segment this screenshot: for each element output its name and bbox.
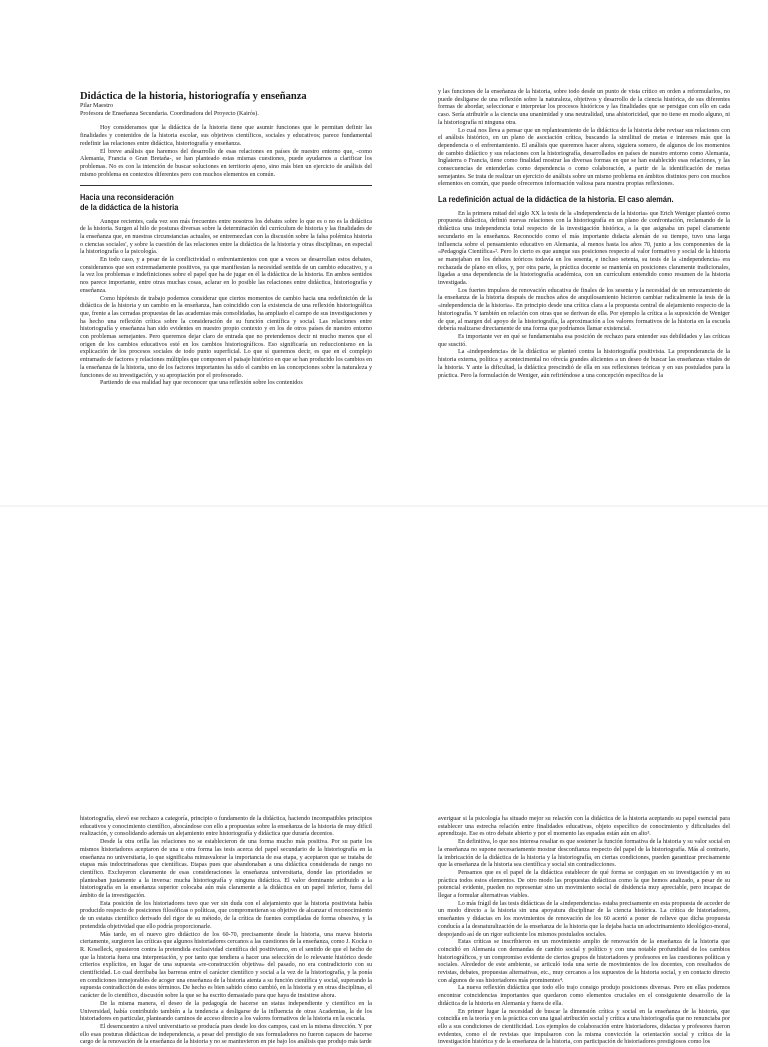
page-separator [0,505,768,507]
paragraph: Desde la otra orilla las relaciones no se establecieron de una forma mucho más positiva. Por su parte los mismos historiadores aceptaron de una u otra forma las tesis acerca del papel secundario de la historiografía en la enseñanza no universitaria, lo que significaba minusvalorar la importancia de esa etapa, y aceptaron que se trataba de etapas más indoctrinadoras que científicas. Etapas pues que abandonaban a una didáctica considerada de rango no científico. Excluyeron claramente de esas consideraciones la enseñanza universitaria, donde las prioridades se planteaban justamente a la inversa: mucha historiografía y ninguna didáctica. El valor dominante atribuido a la historiografía en la enseñanza superior colocaba aún más claramente a la didáctica en un papel inferior, fuera del ámbito de la investigación. [80,839,372,900]
paragraph: Como hipótesis de trabajo podemos considerar que ciertos momentos de cambio hacia una redefinición de la didáctica de la historia y un cambio en la enseñanza, han coincidido con la existencia de una reflexión historiográfica que, frente a las cerradas propuestas de las academias más consolidadas, ha ampliado el campo de sus investigaciones y ha hecho una reflexión crítica sobre la consideración de su función científica y social. Las relaciones entre historiografía y enseñanza han sido evidentes en nuestro propio contexto y en los de otros países de nuestro entorno con problemas semejantes. Pero queremos dejar claro de entrada que no pretendemos decir ni mucho menos que el origen de los cambios educativos esté en los cambios historiográficos. Eso significaría un reduccionismo en la explicación de los procesos sociales de todo punto superficial. Lo que sí queremos decir, es que en el complejo entramado de factores y relaciones múltiples que componen el paisaje histórico en que se han producido los cambios en la enseñanza de la historia, uno de los factores importantes ha sido el cambio en las concepciones sobre la naturaleza y funciones de su investigación, y su apropiación por el profesorado. [80,295,372,379]
author-block [80,103,372,118]
page-1-left-column [80,90,372,388]
paragraph: Esta posición de los historiadores tuvo que ver sin duda con el alejamiento que la historia positivista había producido respecto de posiciones filosóficas o políticas, que comprometieran su objetivo de alcanzar el reconocimiento de un estatus científico derivado del rigor de su método, de la crítica de fuentes compiladas de forma obsesiva, y la pretendida objetividad que ello podría proporcionarle. [80,900,372,930]
paragraph: Es importante ver en qué se fundamentaba esa posición de rechazo para entender sus debilidades y las críticas que suscitó. [438,333,730,348]
paragraph: De la misma manera, el deseo de la pedagogía de hacerse un status independiente y científico en la Universidad, había contribuido también a la tendencia a desligarse de la influencia de otras Academias, la de los historiadores en particular, planteando caminos de acceso directo a los valores formativos de la historia en la escuela. [80,1000,372,1023]
paragraph: En todo caso, y a pesar de la conflictividad o enfrentamientos con que a veces se desarrollan estos debates, consideramos que son extremadamente positivos, ya que manifiestan la necesidad sentida de un cambio educativo, y a la vez los problemas e indefiniciones sobre el papel que ha de jugar en él la didáctica de la historia. En ambos sentidos nos parece importante, entre otras muchas cosas, aclarar en lo posible las relaciones entre didáctica, historiografía y enseñanza. [80,257,372,294]
page-1-right-column [438,89,730,380]
paragraph: averiguar si la psicología ha situado mejor su relación con la didáctica de la historia aceptando su papel esencial para establecer una estrecha relación entre finalidades educativas, objeto específico de conocimiento y dificultades del aprendizaje. Ese es otro debate abierto y por el momento las espadas están aún en alto³. [438,816,730,838]
paragraph: Hoy consideramos que la didáctica de la historia tiene que asumir funciones que le permitan definir las finalidades y contenidos de la historia escolar, sus objetivos científicos, sociales y educativos; parece fundamental redefinir las relaciones entre didáctica, historiografía y enseñanza. [80,125,372,147]
paragraph: La «independencia» de la didáctica se planteó contra la historiografía positivista. La preponderancia de la historia externa, política y acontecimental no ofrecía grandes alicientes a un deseo de buscar las enseñanzas vitales de la historia. Y ante la dificultad, la didáctica prescindió de ella en sus reflexiones teóricas y en sus postulados para la práctica. Pero la formulación de Weniger, aún refiriéndose a una concepción específica de la [438,349,730,379]
paragraph: Partiendo de esa realidad hay que reconocer que una reflexión sobre los contenidos [100,380,303,387]
page-2 [0,512,768,1046]
paragraph: En la primera mitad del siglo XX la tesis de la «Independencia de la historia» que Erich Weniger planteó como propuesta didáctica, definió nuevas relaciones con la historiografía en un plano de confrontación, reclamando de la didáctica una independencia total respecto de la investigación histórica, a la que asignaba un papel claramente secundario en la enseñanza. Reconocido como el más importante didacta alemán de su tiempo, tuvo una larga influencia sobre el pensamiento educativo en Alemania, al menos hasta los años 70, junto a los componentes de la «Pedagogía Científica»². Pero lo cierto es que aunque sus posiciones respecto al valor formativo y social de la historia se manejaban en los debates teóricos todavía en los sesenta, e incluso setenta, su tesis de la «independencia» era rechazada de plano en ellos, y, por otra parte, la práctica docente se mantenía en posiciones claramente tradicionales, ligadas a una dependencia de la historiografía académica, con un currículum entendido como resumen de la historia investigada. [438,210,730,287]
paragraph: y las funciones de la enseñanza de la historia, sobre todo desde un punto de vista crítico en orden a reformularlos, no puede desligarse de una reflexión sobre la naturaleza, objetivos y desarrollo de la ciencia histórica, de sus diferentes formas de abordar, seleccionar e interpretar los procesos históricos y las finalidades que se persigue con ello en cada caso. Sería atribuirle a la ciencia una unanimidad y una neutralidad, una ahistoricidad, que no tiene en modo alguno, ni la historiografía ni ninguna otra. [438,89,730,126]
page-2-right-column [438,816,730,1047]
paragraph: Aunque recientes, cada vez son más frecuentes entre nosotros los debates sobre lo que es o no es la didáctica de la historia. Surgen al hilo de posturas diversas sobre la determinación del currículum de historia y las finalidades de la enseñanza que, en nuestras circunstancias actuales, se entremezclan con la discusión sobre la falsa polémica historia o ciencias sociales', y sobre la cuestión de las relaciones entre la didáctica de la historia y otras disciplinas, en especial la historiografía o la psicología. [80,218,372,256]
section-heading-2: La redefinición actual de la didáctica de la historia. El caso alemán. [438,194,674,205]
author-name: Pilar Maestro [80,103,114,109]
paragraph: Pensamos que es el papel de la didáctica establecer de qué forma se conjugan en su investigación y en su práctica todos estos elementos. De otro modo las propuestas didácticas como la que hemos analizado, a pesar de su potencial evidente, pueden no representar sino un movimiento social de disidencia muy apreciable, pero incapaz de llegar a formular alternativas viables. [438,869,730,900]
paragraph: En primer lugar la necesidad de buscar la dimensión crítica y social en la enseñanza de la historia, que coincidía en la teoría y en la práctica con una igual atribución social y crítica a una historiografía que no renunciaba por ello a sus condiciones de cientificidad. Los ejemplos de colaboración entre historiadores, didactas y profesores fueron evidentes, como el de revistas que impulsaron con la misma convicción la orientación social y crítica de la investigación histórica y de la enseñanza de la historia, con participación de historiadores prestigiosos como los [438,1008,730,1046]
paragraph: Estas críticas se inscribieron en un movimiento amplio de renovación de la enseñanza de la historia que coincidió en Alemania con demandas de cambio social y político y con una notable profundidad de los cambios historiográficos, y un compromiso evidente de ciertos grupos de historiadores y profesores en las cuestiones políticas y sociales. Alrededor de este ambiente, se articuló toda una serie de movimientos de los docentes, con resultados de revistas, debates, propuestas alternativas, etc., muy cercanos a los supuestos de la historia social, y en contacto directo con algunos de sus historiadores más prominentes⁴. [438,939,730,984]
article-title: Didáctica de la historia, historiografía y enseñanza [80,91,307,102]
paragraph: El breve análisis que haremos del desarrollo de esas relaciones en países de nuestro entorno que, -como Alemania, Francia o Gran Bretaña-, se han planteado estas mismas cuestiones, puede ayudarnos a clarificar los problemas. No es con la intención de buscar soluciones en territorio ajeno, sino más bien un ejercicio de análisis del mismo problema en contextos diferentes pero con muchos elementos en común. [80,148,372,178]
page-1 [0,0,768,512]
page-2-left-column [80,816,372,1047]
paragraph: Más tarde, en el nuevo giro didáctico de los 60-70, precisamente desde la historia, una nueva historia ciertamente, surgieron las críticas que algunos historiadores cercanos a las cuestiones de la enseñanza, como J. Kocka o R. Koselleck, opusieron contra la pretendida exclusividad científica del positivismo, en el sentido de que el hecho de que la historia fuera una interpretación, y por tanto que tendiera a hacer una selección de lo relevante histórico desde criterios explícitos, en lugar de una supuesta «re-construcción objetiva» del pasado, no era contradictorio con su cientificidad. Lo cual derribaba las barreras entre el carácter científico y social a la vez de la historiografía, y la ponía en condiciones inmejorables de acoger una enseñanza de la historia atenta a su función científica y social, superando la supuesta contradicción de estos términos. De hecho es bien sabido cómo cambió, en la historia y en otras disciplinas, el carácter de lo científico, discusión sobre la que se ha escrito demasiado para que haya de insistirse ahora. [80,931,372,1000]
paragraph: La nueva reflexión didáctica que todo ello trajo consigo produjo posiciones diversas. Pero en ellas podemos encontrar coincidencias importantes que quedaron como elementos cruciales en el consiguiente desarrollo de la didáctica de la historia en Alemania y fuera de ella. [438,985,730,1007]
section-heading-1 [80,193,337,212]
section-heading-line: de la didáctica de la historia [80,201,179,212]
paragraph: Los fuertes impulsos de renovación educativa de finales de los sesenta y la necesidad de un remozamiento de la enseñanza de la historia después de muchos años de anquilosamiento hicieron cambiar radicalmente la tesis de la «independencia de la historia». En principio desde una crítica clara a la propuesta central de alejamiento respecto de la historiografía. Y también en relación con otras que se derivan de ella. Por ejemplo la crítica a la suposición de Weniger de que, al margen del apoyo de la historiografía, la aproximación a los valores formativos de la historia en la escuela debería realizarse directamente de una forma que podríamos llamar existencial. [438,287,730,333]
paragraph: Lo más frágil de las tesis didácticas de la «independencia» estaba precisamente en esta propuesta de acceder de un modo directo a la historia sin una apoyatura disciplinar de la ciencia histórica. La crítica de historiadores, enseñantes y didactas en los movimientos de renovación de los 60 acertó a poner de relieve que dicha propuesta conducía a la desnaturalización de la enseñanza de la historia que la dejaba hacia un adoctrinamiento ideológico-moral, despojando así de un rigor suficiente los mismos postulados sociales. [438,900,730,938]
paragraph: historiografía, elevó ese rechazo a categoría, principio o fundamento de la didáctica, haciendo incompatibles principios educativos y conocimiento científico, abocándose con ello a propuestas sobre la enseñanza de la historia de muy difícil realización, y consolidando además un alejamiento entre historiografía y didáctica que duraría decenios. [80,816,372,838]
section-divider [80,185,372,186]
paragraph: En definitiva, lo que nos interesa resaltar es que sostener la función formativa de la historia y su valor social en la enseñanza no supone necesariamente mostrar desconfianza respecto del papel de la historiografía. Más al contrario, la imbricación de la didáctica de la historia y la historiografía, en ciertas condiciones, pueden garantizar precisamente que la enseñanza de la historia sea científica y social sin contradicciones. [438,839,730,869]
paragraph: Lo cual nos lleva a pensar que un replanteamiento de la didáctica de la historia debe revisar sus relaciones con el análisis histórico, en un plano de asociación crítica, buscando la similitud de metas e intereses más que la dependencia o el enfrentamiento. El análisis que queremos hacer ahora, siguiera somero, de algunos de los momentos de cambio didáctico y sus relaciones con la historiografía, desarrollados en países de nuestro entorno como Alemania, Inglaterra o Francia, tiene como finalidad mostrar las diversas formas en que se han establecido esas relaciones, y las consecuencias de entenderlas como dependencia o como colaboración, a partir de la identificación de metas semejantes. Se trata de realizar un ejercicio de análisis sobre un mismo problema en ámbitos distintos pero con muchos elementos en común, que puede ofrecernos información valiosa para nuestra propias reflexiones. [438,127,730,188]
section-heading-line: Hacia una reconsideración [80,192,174,203]
paragraph: El desencuentro a nivel universitario se producía pues desde los dos campos, casi en la misma dirección. Y por ello esas posturas didácticas de independencia, a pesar del prestigio de sus formuladores no fueron capaces de hacerse cargo de la renovación de la enseñanza de la historia y no se mantuvieron en pie bajo los análisis que produjo más tarde [80,1023,372,1046]
author-affiliation: Profesora de Enseñanza Secundaria. Coordinadora del Proyecto (Kairós). [80,110,259,117]
